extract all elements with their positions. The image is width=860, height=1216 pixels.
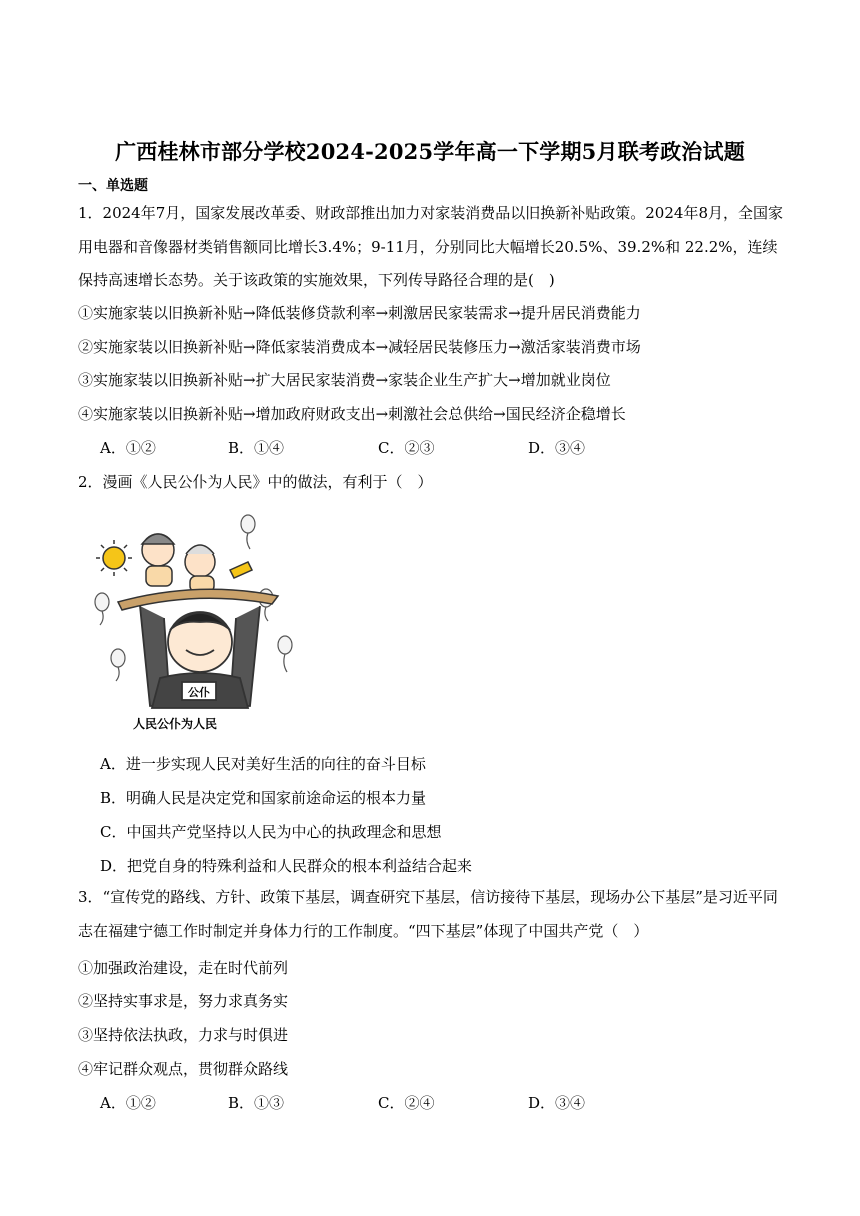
question-1-option-c[interactable]: C．②③ [378, 439, 435, 457]
question-1-option-a[interactable]: A．①② [100, 439, 156, 457]
section-heading: 一、单选题 [78, 178, 148, 194]
question-2-option-a[interactable]: A．进一步实现人民对美好生活的向往的奋斗目标 [100, 755, 426, 773]
question-1-stem: 1．2024年7月，国家发展改革委、财政部推出加力对家装消费品以旧换新补贴政策。2024年8月，全国家用电器和音像器材类销售额同比增长3.4%；9-11月，分别同比大幅增长20.5%、39.2%和 22.2%，连续保持高速增长态势。关于该政策的实施效果，下列传导路径合理的是( ) [78, 204, 783, 289]
question-3-item-3: ③坚持依法执政，力求与时俱进 [78, 1026, 289, 1044]
question-2-option-b[interactable]: B．明确人民是决定党和国家前途命运的根本力量 [100, 789, 427, 807]
question-3-item-4: ④牢记群众观点，贯彻群众路线 [78, 1060, 289, 1078]
question-3-option-d[interactable]: D．③④ [528, 1094, 586, 1112]
question-3-item-2: ②坚持实事求是，努力求真务实 [78, 992, 289, 1010]
cartoon-badge: 公仆 [188, 686, 210, 699]
sun-icon [96, 540, 132, 576]
question-1-item-1: ①实施家装以旧换新补贴→降低装修贷款利率→刺激居民家装需求→提升居民消费能力 [78, 304, 641, 322]
question-2-option-c[interactable]: C．中国共产党坚持以人民为中心的执政理念和思想 [100, 823, 442, 841]
question-1-item-3: ③实施家装以旧换新补贴→扩大居民家装消费→家装企业生产扩大→增加就业岗位 [78, 371, 611, 389]
question-3-item-1: ①加强政治建设，走在时代前列 [78, 959, 289, 977]
cartoon-illustration [90, 510, 310, 738]
question-2-stem: 2．漫画《人民公仆为人民》中的做法，有利于（ ） [78, 473, 433, 491]
question-1-option-b[interactable]: B．①④ [228, 439, 285, 457]
people-figures [142, 534, 252, 592]
question-3-stem: 3．“宣传党的路线、方针、政策下基层，调查研究下基层，信访接待下基层，现场办公下基层”是习近平同志在福建宁德工作时制定并身体力行的工作制度。“四下基层”体现了中国共产党（ ） [78, 888, 778, 940]
question-3-option-c[interactable]: C．②④ [378, 1094, 435, 1112]
page-title: 广西桂林市部分学校2024-2025学年高一下学期5月联考政治试题 [115, 139, 745, 164]
question-1-item-4: ④实施家装以旧换新补贴→增加政府财政支出→刺激社会总供给→国民经济企稳增长 [78, 405, 626, 423]
question-2-option-d[interactable]: D．把党自身的特殊利益和人民群众的根本利益结合起来 [100, 857, 473, 875]
question-1-item-2: ②实施家装以旧换新补贴→降低家装消费成本→减轻居民装修压力→激活家装消费市场 [78, 338, 641, 356]
cartoon-caption: 人民公仆为人民 [132, 717, 218, 731]
question-1-option-d[interactable]: D．③④ [528, 439, 586, 457]
question-3-option-a[interactable]: A．①② [100, 1094, 156, 1112]
question-3-option-b[interactable]: B．①③ [228, 1094, 285, 1112]
